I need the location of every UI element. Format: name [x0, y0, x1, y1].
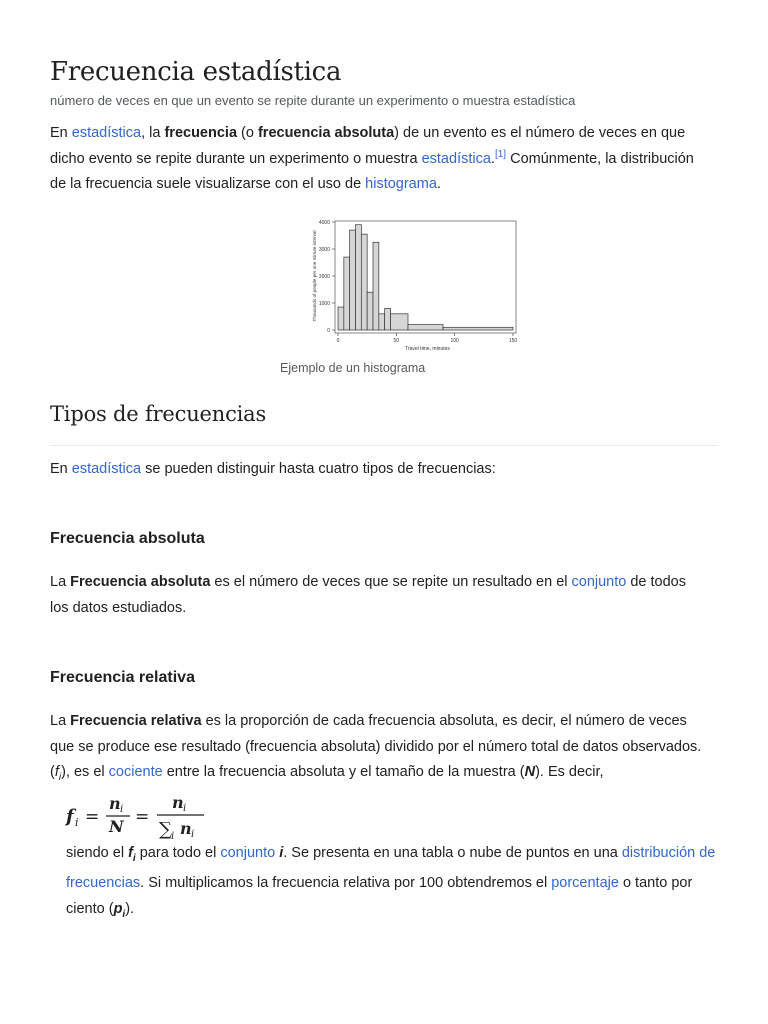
y-tick-label: 0 — [327, 327, 330, 334]
link-histograma[interactable]: histograma — [365, 176, 437, 192]
formula-sum-i: i — [171, 831, 175, 842]
page-subtitle: número de veces en que un evento se repite durante un experimento o muestra estadística — [50, 93, 576, 108]
section-divider — [50, 445, 718, 446]
y-tick-label: 4000 — [318, 219, 330, 226]
histogram-bar — [385, 308, 391, 330]
formula-n-3: n — [180, 819, 192, 838]
histogram-chart — [285, 218, 525, 353]
link-conjunto[interactable]: conjunto — [571, 574, 627, 590]
link-estadistica-2[interactable]: estadística — [421, 150, 491, 167]
histogram-bar — [361, 234, 367, 330]
siendo-paragraph: siendo el $f_i$ para todo el conjunto i. Se presenta en una tabla o nube de puntos en una distribución de frecuencias. Si multiplicamos la frecuencia relativa por 100 obtendremos el porcentaje o tanto por ciento $(p_i)$. — [66, 845, 716, 920]
tipos-paragraph: En estadística se pueden distinguir hasta cuatro tipos de frecuencias: — [50, 461, 496, 477]
x-tick-label: 0 — [336, 338, 340, 344]
link-porcentaje[interactable]: porcentaje — [551, 875, 619, 892]
intro-paragraph: En estadística, la frecuencia (o frecuencia absoluta) de un evento es el número de veces en que dicho evento se repite durante un experimento o muestra estadística.[1] Comúnmente, la distribución de la frecuencia suele visualizarse con el uso de histograma. — [50, 125, 694, 192]
link-cociente[interactable]: cociente — [108, 764, 163, 780]
x-axis-label: Travel time, minutes — [405, 346, 450, 352]
y-tick-label: 3000 — [318, 246, 330, 253]
histogram-bar — [344, 257, 350, 330]
relative-frequency-formula — [64, 793, 224, 843]
subsection-heading-absoluta: Frecuencia absoluta — [50, 530, 205, 547]
formula-f: f — [66, 806, 74, 827]
formula-n-1: n — [109, 794, 121, 813]
formula-n-2: n — [172, 793, 184, 812]
y-axis-label: Thousands of people per one minute interval — [312, 230, 317, 322]
formula-ni-2: i — [183, 803, 187, 814]
subsection-heading-relativa: Frecuencia relativa — [50, 669, 195, 686]
x-tick-label: 100 — [450, 338, 459, 344]
formula-ni-3: i — [191, 829, 195, 840]
reference-1[interactable]: [1] — [494, 148, 507, 160]
link-distribucion-frecuencias[interactable]: distribución de frecuencias — [66, 845, 716, 892]
figure-caption: Ejemplo de un histograma — [280, 361, 426, 375]
formula-i: i — [75, 816, 79, 829]
relativa-paragraph: La Frecuencia relativa es la proporción de cada frecuencia absoluta, es decir, el número de veces que se produce ese resultado (frecuencia absoluta) dividido por el número total de datos observados. $(f_i)$, es el cociente entre la frecuencia absoluta y el tamaño de la muestra (N). Es decir, — [50, 713, 702, 783]
absoluta-paragraph: La Frecuencia absoluta es el número de veces que se repite un resultado en el conjunto de todos los datos estudiados. — [50, 574, 687, 616]
formula-eq-1: = — [85, 807, 100, 827]
link-estadistica[interactable]: estadística — [71, 125, 142, 141]
histogram-bar — [338, 307, 344, 330]
section-heading-tipos: Tipos de frecuencias — [50, 402, 267, 426]
link-conjunto-2[interactable]: conjunto — [220, 845, 276, 861]
histogram-bar — [367, 292, 373, 330]
histogram-bar — [443, 327, 513, 330]
formula-N: N — [109, 817, 124, 836]
formula-ni-1: i — [120, 804, 124, 815]
formula-eq-2: = — [135, 807, 150, 827]
histogram-bar — [408, 325, 443, 330]
histogram-figure[interactable] — [285, 218, 525, 358]
formula-sum: ∑ — [159, 819, 172, 840]
histogram-bar — [373, 242, 379, 330]
link-estadistica-3[interactable]: estadística — [71, 461, 142, 477]
y-tick-label: 1000 — [318, 300, 330, 307]
histogram-bar — [391, 314, 409, 330]
histogram-bar — [350, 230, 356, 330]
page-title: Frecuencia estadística — [50, 57, 342, 87]
x-tick-label: 50 — [393, 338, 400, 344]
histogram-bar — [356, 225, 362, 330]
y-tick-label: 2000 — [318, 273, 330, 280]
x-tick-label: 150 — [508, 338, 518, 344]
histogram-bar — [379, 314, 385, 330]
